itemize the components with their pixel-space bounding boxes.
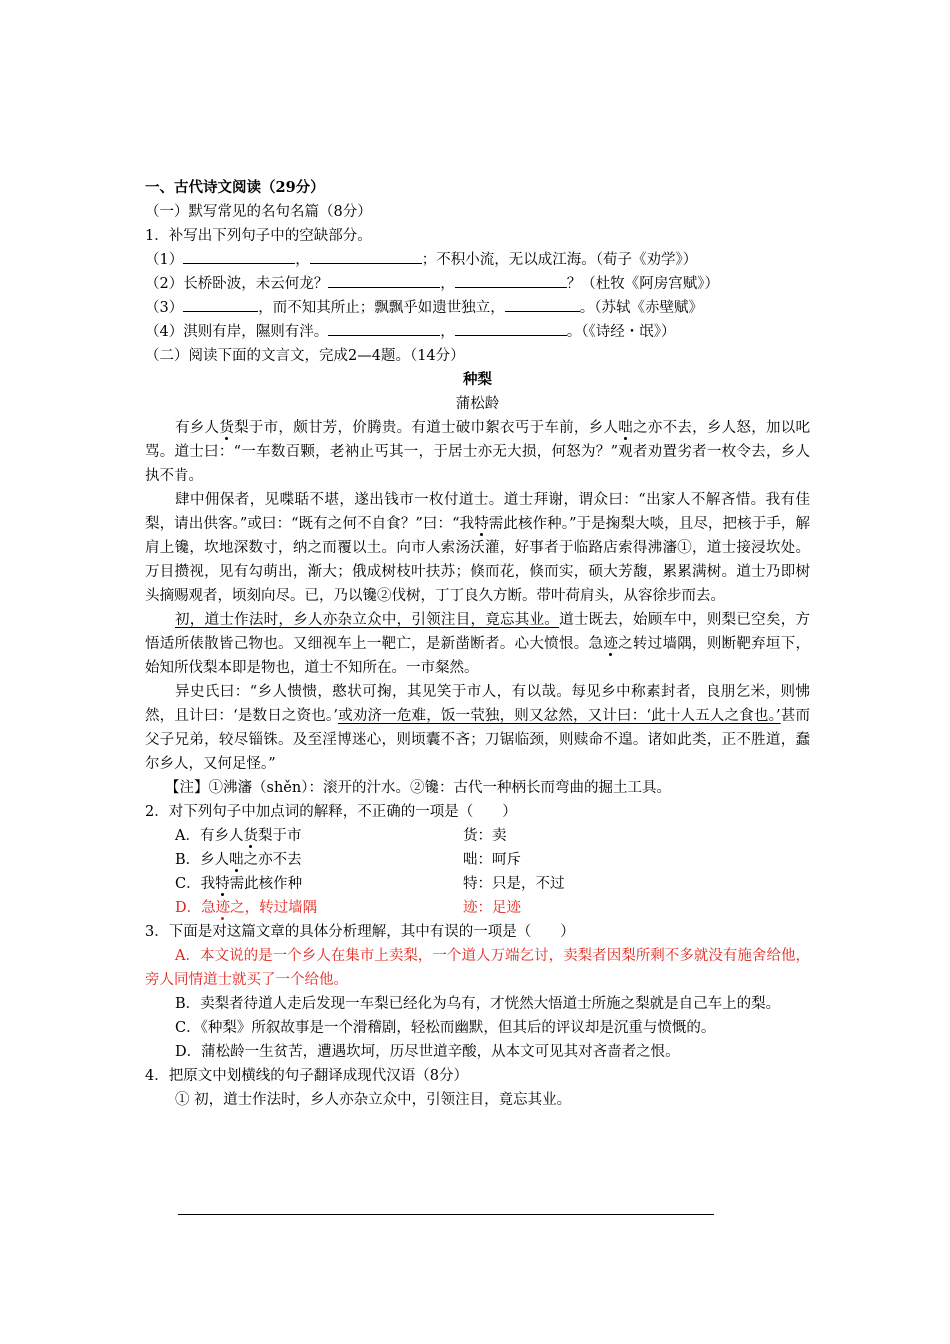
q3-option-b[interactable]: B．卖梨者待道人走后发现一车梨已经化为乌有，才恍然大悟道士所施之梨就是自己车上的梨。 [175,996,781,1012]
blank-4b[interactable] [455,321,567,336]
passage-title: 种梨 [463,371,492,388]
q4-stem: 4．把原文中划横线的句子翻译成现代汉语（8分） [145,1068,468,1084]
part2-heading: （二）阅读下面的文言文，完成2—4题。（14分） [145,348,465,364]
passage-paragraph-3: 初，道士作法时，乡人亦杂立众中，引领注目，竟忘其业。道士既去，始顾车中，则梨已空矣，方悟适所俵散皆己物也。又细视车上一靶亡，是新凿断者。心大愤恨。急迹之转过墙隅，则断靶弃垣下，始知所伐梨本即是物也，道士不知所在。一市粲然。 [145,612,811,676]
section-title: 一、古代诗文阅读（29分） [145,179,325,196]
passage-paragraph-4: 异史氏曰：“乡人愦愦，憨状可掬，其见笑于市人，有以哉。每见乡中称素封者，良朋乞米，则怫然，且计曰：‘是数日之资也。’或劝济一危难，饭一茕独，则又忿然，又计曰：‘此十人五人之食也。’甚而父子兄弟，较尽锱铢。及至淫博迷心，则顷囊不吝；刀锯临颈，则赎命不遑。诸如此类，正不胜道，蠢尔乡人，又何足怪。” [145,684,811,772]
underlined-sentence-1: 初，道士作法时，乡人亦杂立众中，引领注目，竟忘其业。 [175,612,560,628]
q1-item-2: （2）长桥卧波，未云何龙？ ， ？（杜牧《阿房宫赋》） [145,272,810,296]
q2-option-b[interactable]: B．乡人咄之亦不去 咄：呵斥 [175,852,521,868]
passage-author: 蒲松龄 [455,396,500,412]
passage-note: 【注】①沸瀋（shěn）：滚开的汁水。②镵：古代一种柄长而弯曲的掘土工具。 [165,780,671,796]
blank-3b[interactable] [505,297,580,312]
blank-3a[interactable] [183,297,258,312]
passage-paragraph-1: 有乡人货梨于市，颇甘芳，价腾贵。有道士破巾絮衣丐于车前，乡人咄之亦不去，乡人怒，加以叱骂。道士曰：“一车数百颗，老衲止丐其一，于居士亦无大损，何怒为？”观者劝置劣者一枚令去，乡人执不肯。 [145,420,811,484]
q2-option-a[interactable]: A．有乡人货梨于市 货：卖 [175,828,507,844]
blank-1a[interactable] [183,249,295,264]
q3-option-a[interactable]: A．本文说的是一个乡人在集市上卖梨，一个道人万端乞讨，卖梨者因梨所剩不多就没有施舍给他，旁人同情道士就买了一个给他。 [145,948,810,988]
q3-stem: 3．下面是对这篇文章的具体分析理解，其中有误的一项是（ ） [145,924,575,940]
q2-option-d[interactable]: D．急迹之，转过墙隅 迹：足迹 [175,900,521,916]
q3-option-d[interactable]: D．蒲松龄一生贫苦，遭遇坎坷，历尽世道辛酸，从本文可见其对吝啬者之恨。 [175,1044,680,1060]
q1-item-1: （1） ， ；不积小流，无以成江海。（荀子《劝学》） [145,248,810,272]
blank-4a[interactable] [328,321,440,336]
q1-item-3: （3） ，而不知其所止；飘飘乎如遗世独立， 。（苏轼《赤壁赋》 [145,296,810,320]
exam-page [145,176,810,1112]
underlined-sentence-2: 或劝济一危难，饭一茕独，则又忿然，又计曰：‘此十人五人之食也。’ [337,708,781,724]
answer-line[interactable] [178,1214,714,1215]
q2-stem: 2．对下列句子中加点词的解释，不正确的一项是（ ） [145,804,517,820]
blank-2b[interactable] [455,273,567,288]
passage-paragraph-2: 肆中佣保者，见喋聒不堪，遂出钱市一枚付道士。道士拜谢，谓众曰：“出家人不解吝惜。我有佳梨，请出供客。”或曰：“既有之何不自食？”曰：“我特需此核作种。”于是掬梨大啖，且尽，把核于手，解肩上镵，坎地深数寸，纳之而覆以土。向市人索汤沃灌，好事者于临路店索得沸瀋①，道士接浸坎处。万目攒视，见有勾萌出，渐大；俄成树枝叶扶苏；倏而花，倏而实，硕大芳馥，累累满树。道士乃即树头摘赐观者，顷刻向尽。已，乃以镵②伐树，丁丁良久方断。带叶荷肩头，从容徐步而去。 [145,492,810,604]
q3-option-c[interactable]: C．《种梨》所叙故事是一个滑稽剧，轻松而幽默，但其后的评议却是沉重与愤慨的。 [175,1020,716,1036]
part1-heading: （一）默写常见的名句名篇（8分） [145,204,372,220]
blank-1b[interactable] [310,249,422,264]
q4-item-1: ① 初，道士作法时，乡人亦杂立众中，引领注目，竟忘其业。 [175,1092,572,1108]
q2-option-c[interactable]: C．我特需此核作种 特：只是，不过 [175,876,565,892]
blank-2a[interactable] [328,273,440,288]
q1-item-4: （4）淇则有岸，隰则有泮。 ， 。（《诗经・氓》） [145,320,810,344]
q1-stem: 1．补写出下列句子中的空缺部分。 [145,228,372,244]
